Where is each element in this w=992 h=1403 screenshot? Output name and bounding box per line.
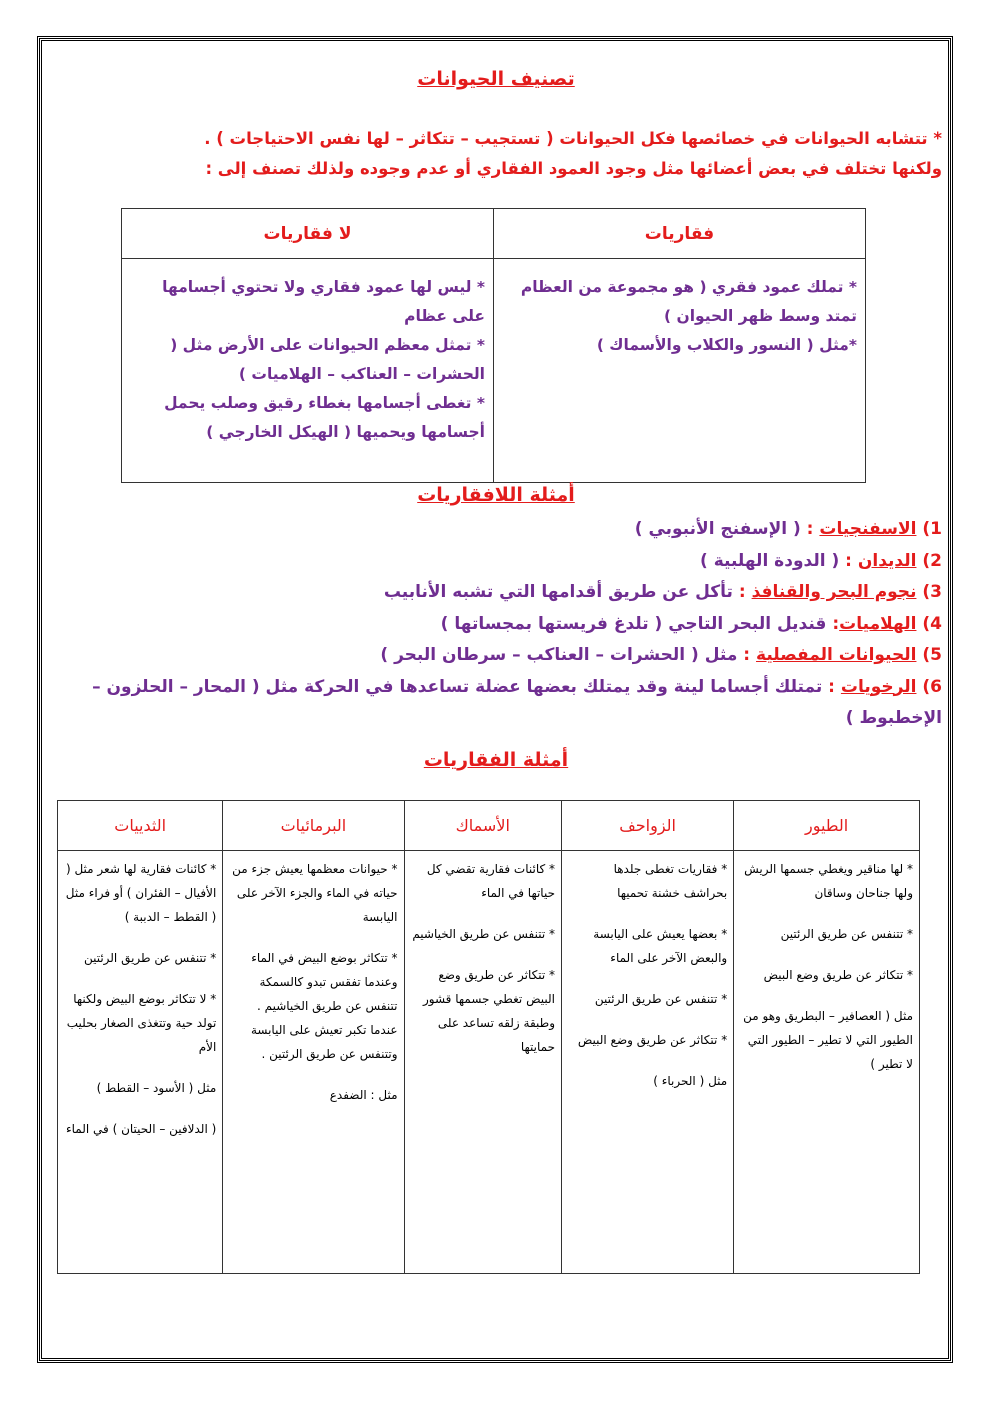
vertebrate-examples-table bbox=[57, 800, 920, 1274]
cell-line: * بعضها يعيش على اليابسة والبعض الآخر على الماء bbox=[593, 927, 728, 965]
column-header-mammals: الثدييات bbox=[58, 801, 223, 851]
invertebrates-line: * تمثل معظم الحيوانات على الأرض مثل ( الحشرات – العناكب – الهلاميات ) bbox=[170, 336, 485, 383]
cell-line: * تتكاثر عن طريق وضع البيض bbox=[763, 968, 913, 982]
cell-line: * تتكاثر عن طريق وضع البيض bbox=[577, 1033, 728, 1047]
cell-line: * تتنفس عن طريق الرئتين bbox=[594, 992, 728, 1006]
header-vertebrates: فقاريات bbox=[494, 209, 866, 259]
vertebrate-examples-heading: أمثلة الفقاريات bbox=[423, 749, 569, 771]
intro-text bbox=[162, 124, 942, 184]
vertebrates-cell bbox=[494, 259, 866, 483]
list-item: 2) الديدان : ( الدودة الهلبية ) bbox=[700, 550, 942, 571]
cell-line: * لا تتكاثر بوضع البيض ولكنها تولد حية وتتغذى الصغار بحليب الأم bbox=[66, 992, 217, 1054]
list-item: 6) الرخويات : تمتلك أجساما لينة وقد يمتلك بعضها عضلة تساعدها في الحركة مثل ( المحار – الحلزون – الإخطبوط ) bbox=[92, 676, 942, 728]
column-header-amphibians: البرمائيات bbox=[223, 801, 404, 851]
invertebrate-examples-heading: أمثلة اللافقاريات bbox=[417, 484, 575, 506]
vertebrates-line: *مثل ( النسور والكلاب والأسماك ) bbox=[596, 336, 857, 354]
cell-line: * حيوانات معظمها يعيش جزء من حياته في الماء والجزء الآخر على اليابسة bbox=[232, 862, 398, 924]
column-fish bbox=[404, 851, 562, 1274]
intro-line-1: * تتشابه الحيوانات في خصائصها فكل الحيوانات ( تستجيب – تتكاثر – لها نفس الاحتياجات ) . bbox=[204, 129, 942, 148]
invertebrate-examples-list bbox=[82, 514, 942, 735]
list-item: 3) نجوم البحر والقنافذ : تأكل عن طريق أقدامها التي تشبه الأنابيب bbox=[383, 582, 942, 602]
list-item: 1) الاسفنجيات : ( الإسفنج الأنبوبي ) bbox=[634, 519, 942, 539]
column-mammals bbox=[58, 851, 223, 1274]
cell-line: * كائنات فقارية تقضي كل حياتها في الماء bbox=[426, 862, 556, 900]
cell-line: * فقاريات تغطى جلدها بحراشف خشنة تحميها bbox=[613, 862, 728, 900]
intro-line-2: ولكنها تختلف في بعض أعضائها مثل وجود العمود الفقاري أو عدم وجوده ولذلك تصنف إلى : bbox=[205, 159, 942, 178]
cell-line: * تتكاثر بوضع البيض في الماء وعندما تفقس تبدو كالسمكة تتنفس عن طريق الخياشيم . عندما تكبر تعيش على اليابسة وتتنفس عن طريق الرئتين . bbox=[250, 951, 398, 1061]
cell-line: مثل : الضفدع bbox=[329, 1088, 398, 1102]
column-header-fish: الأسماك bbox=[404, 801, 562, 851]
cell-line: * لها مناقير ويغطي جسمها الريش ولها جناحان وساقان bbox=[744, 862, 913, 900]
cell-line: * تتنفس عن طريق الرئتين bbox=[83, 951, 217, 965]
column-birds bbox=[734, 851, 920, 1274]
column-header-birds: الطيور bbox=[734, 801, 920, 851]
list-item: 5) الحيوانات المفصلية : مثل ( الحشرات – العناكب – سرطان البحر ) bbox=[380, 645, 942, 665]
column-reptiles bbox=[562, 851, 734, 1274]
cell-line: * تتنفس عن طريق الخياشيم bbox=[412, 927, 556, 941]
vertebrates-line: * تملك عمود فقري ( هو مجموعة من العظام تمتد وسط ظهر الحيوان ) bbox=[520, 278, 857, 325]
column-amphibians bbox=[223, 851, 404, 1274]
cell-line: * كائنات فقارية لها شعر مثل ( الأفيال – الفئران ) أو فراء مثل ( القطط – الدببة ) bbox=[65, 862, 217, 924]
list-item: 4) الهلاميات: قنديل البحر التاجي ( تلدغ فريستها بمجساتها ) bbox=[440, 613, 942, 634]
cell-line: مثل ( العصافير – البطريق وهو من الطيور التي لا تطير – الطيور التي لا تطير ) bbox=[743, 1009, 913, 1071]
cell-line: مثل ( الحرباء ) bbox=[653, 1074, 728, 1088]
cell-line: ( الدلافين – الحيتان ) في الماء bbox=[66, 1122, 217, 1136]
classification-table bbox=[121, 208, 866, 483]
cell-line: مثل ( الأسود – القطط ) bbox=[96, 1081, 217, 1095]
page-title: تصنيف الحيوانات bbox=[417, 68, 575, 90]
column-header-reptiles: الزواحف bbox=[562, 801, 734, 851]
invertebrates-cell bbox=[122, 259, 494, 483]
cell-line: * تتكاثر عن طريق وضع البيض تغطي جسمها قشور وطبقة زلقه تساعد على حمايتها bbox=[422, 968, 556, 1054]
cell-line: * تتنفس عن طريق الرئتين bbox=[780, 927, 913, 941]
invertebrates-line: * تغطى أجسامها بغطاء رقيق وصلب يحمل أجسامها ويحميها ( الهيكل الخارجي ) bbox=[164, 394, 485, 441]
invertebrates-line: * ليس لها عمود فقاري ولا تحتوي أجسامها على عظام bbox=[162, 278, 485, 325]
header-invertebrates: لا فقاريات bbox=[122, 209, 494, 259]
